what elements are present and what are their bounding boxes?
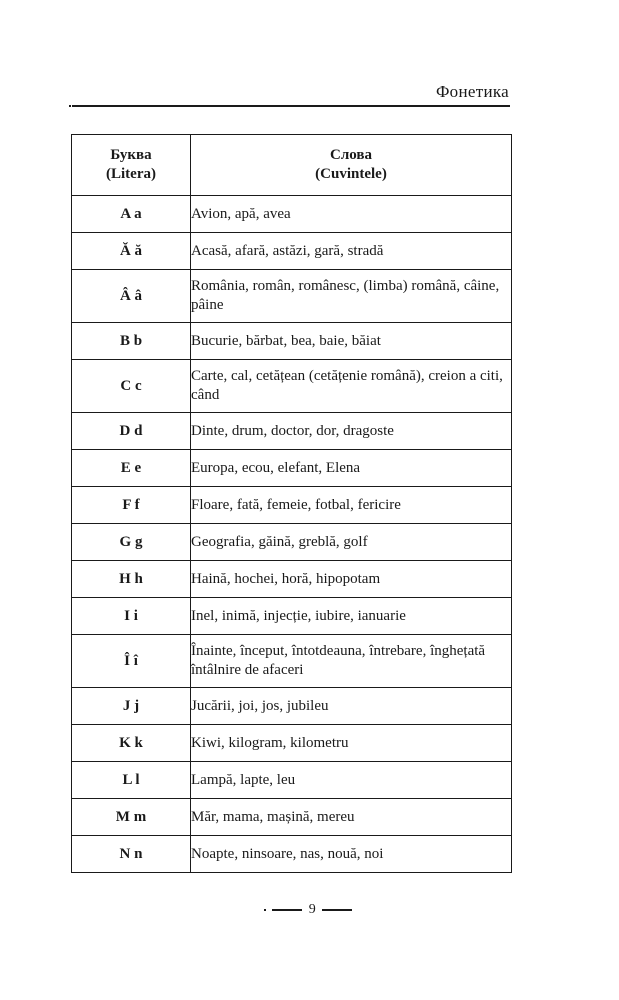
- letter-cell: E e: [72, 450, 191, 487]
- words-cell: Înainte, început, întotdeauna, întrebare, înghețată întâlnire de afaceri: [191, 635, 512, 688]
- header-rule: [72, 105, 510, 107]
- letter-cell: F f: [72, 487, 191, 524]
- page-footer: [0, 902, 619, 918]
- page-number: 9: [308, 902, 316, 917]
- words-cell: Floare, fată, femeie, fotbal, fericire: [191, 487, 512, 524]
- words-cell: Acasă, afară, astăzi, gară, stradă: [191, 233, 512, 270]
- letter-header-line1: Буква: [110, 147, 152, 163]
- table-row: [72, 688, 512, 725]
- table-row: [72, 360, 512, 413]
- words-cell: Avion, apă, avea: [191, 196, 512, 233]
- words-cell: Măr, mama, mașină, mereu: [191, 799, 512, 836]
- letter-cell: Î î: [72, 635, 191, 688]
- letter-cell: I i: [72, 598, 191, 635]
- table-row: [72, 836, 512, 873]
- section-title: Фонетика: [435, 82, 509, 101]
- letter-cell: L l: [72, 762, 191, 799]
- words-header-line2: (Cuvintele): [315, 166, 387, 182]
- letter-header-line2: (Litera): [106, 166, 156, 182]
- table-row: [72, 196, 512, 233]
- words-cell: Kiwi, kilogram, kilometru: [191, 725, 512, 762]
- table-row: [72, 561, 512, 598]
- footer-dot-left: [264, 909, 266, 911]
- words-cell: Geografia, găină, greblă, golf: [191, 524, 512, 561]
- table-header-row: [72, 135, 512, 196]
- letter-cell: C c: [72, 360, 191, 413]
- letter-cell: G g: [72, 524, 191, 561]
- words-cell: Haină, hochei, horă, hipopotam: [191, 561, 512, 598]
- words-cell: Lampă, lapte, leu: [191, 762, 512, 799]
- table-row: [72, 635, 512, 688]
- letter-cell: A a: [72, 196, 191, 233]
- words-column-header: [191, 135, 512, 196]
- table-row: [72, 598, 512, 635]
- words-cell: Jucării, joi, jos, jubileu: [191, 688, 512, 725]
- letter-cell: K k: [72, 725, 191, 762]
- table-row: [72, 270, 512, 323]
- table-row: [72, 799, 512, 836]
- header-rule-dot: [69, 105, 71, 107]
- alphabet-table: [71, 134, 512, 873]
- table-row: [72, 762, 512, 799]
- letter-cell: B b: [72, 323, 191, 360]
- letter-cell: D d: [72, 413, 191, 450]
- letter-column-header: [72, 135, 191, 196]
- words-cell: Europa, ecou, elefant, Elena: [191, 450, 512, 487]
- letter-cell: H h: [72, 561, 191, 598]
- table-row: [72, 524, 512, 561]
- words-cell: Carte, cal, cetățean (cetățenie română), creion a citi, când: [191, 360, 512, 413]
- footer-line-right: [322, 909, 352, 911]
- table-row: [72, 323, 512, 360]
- letter-cell: N n: [72, 836, 191, 873]
- letter-cell: Ă ă: [72, 233, 191, 270]
- words-cell: Dinte, drum, doctor, dor, dragoste: [191, 413, 512, 450]
- footer-line-left: [272, 909, 302, 911]
- letter-cell: J j: [72, 688, 191, 725]
- table-row: [72, 233, 512, 270]
- letter-cell: Â â: [72, 270, 191, 323]
- table-row: [72, 450, 512, 487]
- words-cell: Inel, inimă, injecție, iubire, ianuarie: [191, 598, 512, 635]
- table-row: [72, 487, 512, 524]
- letter-cell: M m: [72, 799, 191, 836]
- table-row: [72, 725, 512, 762]
- words-cell: România, român, românesc, (limba) română, câine, pâine: [191, 270, 512, 323]
- words-cell: Bucurie, bărbat, bea, baie, băiat: [191, 323, 512, 360]
- table-row: [72, 413, 512, 450]
- words-header-line1: Слова: [330, 147, 372, 163]
- words-cell: Noapte, ninsoare, nas, nouă, noi: [191, 836, 512, 873]
